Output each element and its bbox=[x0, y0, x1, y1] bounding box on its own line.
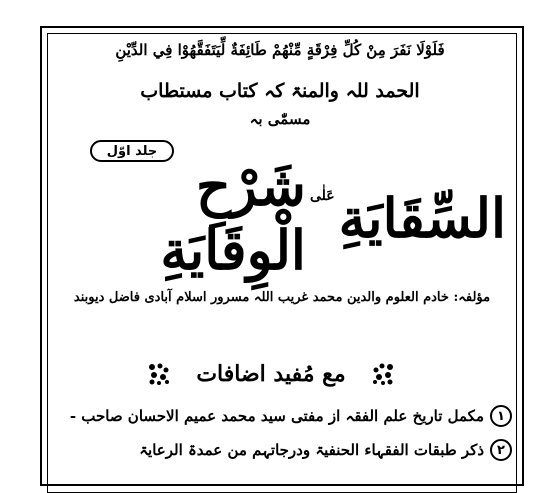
item-number: ١ bbox=[490, 405, 512, 427]
praise-line: الحمد للہ والمنۃ کہ کتاب مستطاب bbox=[140, 80, 420, 102]
ornament-icon bbox=[146, 361, 172, 387]
author-line: مؤلفہ: خادم العلوم والدین محمد غریب اللہ مسرور اسلام آبادی فاضل دیوبند bbox=[73, 290, 491, 305]
title-connector: عَلٰی bbox=[309, 188, 335, 204]
book-title bbox=[56, 154, 506, 282]
list-item bbox=[56, 404, 512, 428]
banner-text: مع مُفید اضافات bbox=[196, 361, 346, 387]
ornament-icon bbox=[370, 361, 396, 387]
item-text: مکمل تاریخ علم الفقہ از مفتی سید محمد عمیم الاحسان صاحب - bbox=[69, 407, 484, 425]
list-item bbox=[56, 438, 512, 462]
item-number: ٢ bbox=[490, 439, 512, 461]
title-part-2: شَرْحِ الْوِقَايَةِ bbox=[160, 154, 306, 282]
title-part-1: السِّقَايَةِ bbox=[338, 186, 506, 250]
named-line: مسمّٰی بہ bbox=[249, 110, 311, 128]
quran-verse: فَلَوْلَا نَفَرَ مِنْ كُلِّ فِرْقَةٍ مِّنْهُمْ طَائِفَةٌ لِّيَتَفَقَّهُوْا فِي الدِّيْنِ bbox=[115, 41, 445, 59]
item-text: ذکر طبقات الفقہاء الحنفیۃ ودرجاتہم من عمدۃ الرعایۃ bbox=[139, 441, 484, 459]
additions-banner bbox=[146, 354, 396, 394]
volume-label: جلد اوّل bbox=[106, 143, 158, 159]
